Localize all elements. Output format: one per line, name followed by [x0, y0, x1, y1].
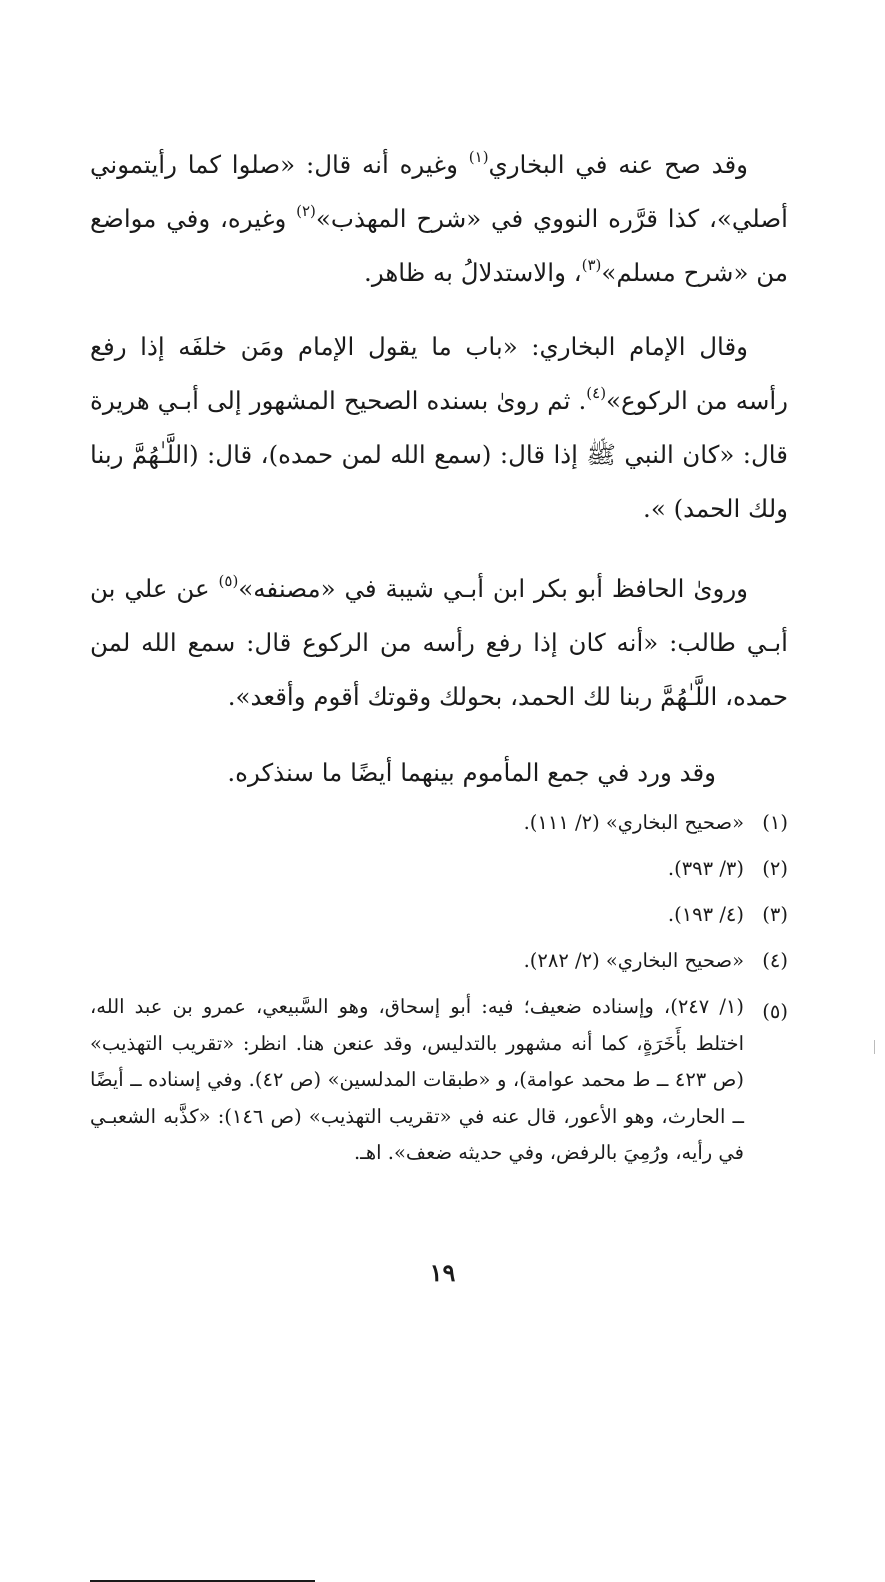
paragraph-4: [90, 746, 788, 800]
paragraph-text: وقد صح عنه في البخاري: [488, 150, 749, 179]
main-text: [90, 138, 788, 800]
footnote-marker-5[interactable]: (٥): [218, 572, 239, 590]
footnotes-section: [90, 800, 788, 1172]
paragraph-1: [90, 138, 788, 300]
paragraph-text: ، والاستدلالُ به ظاهر.: [364, 258, 582, 287]
footnote-2: [90, 846, 788, 892]
page-number: ١٩: [429, 1258, 456, 1287]
footnote-marker-3[interactable]: (٣): [581, 256, 602, 274]
paragraph-text: . ثم روىٰ بسنده الصحيح المشهور إلى أبـي هريرة قال: «كان النبي ﷺ إذا قال: (سمع الله لمن حمده)، قال: (اللَّـٰهُمَّ ربنا ولك الحمد) ».: [90, 386, 788, 523]
footnote-text: «صحيح البخاري» (٢/ ٢٨٢).: [523, 949, 744, 972]
footnote-3: [90, 892, 788, 938]
paragraph-text: وروىٰ الحافظ أبو بكر ابن أبـي شيبة في «مصنفه»: [238, 574, 748, 603]
footnote-marker-2[interactable]: (٢): [296, 202, 316, 220]
footnote-5: [90, 989, 788, 1172]
paragraph-text: وغيره أنه قال: «صلوا كما رأيتموني أصلي»، كذا قرَّره النووي في «شرح المهذب»: [90, 150, 788, 233]
footnote-text: (٤/ ١٩٣).: [667, 903, 744, 926]
footnote-text: «صحيح البخاري» (٢/ ١١١).: [523, 811, 744, 834]
footnote-text: (١/ ٢٤٧)، وإسناده ضعيف؛ فيه: أبو إسحاق، وهو السَّبيعي، عمرو بن عبد الله، اختلط بأَخَرَةٍ، كما أنه مشهور بالتدليس، وقد عنعن هنا. انظر: «تقريب التهذيب» (ص ٤٢٣ ــ ط محمد عوامة)، و «طبقات المدلسين» (ص ٤٢). وفي إسناده ــ أيضًا ــ الحارث، وهو الأعور، قال عنه في «تقريب التهذيب» (ص ١٤٦): «كذَّبه الشعبـي في رأيه، ورُمِيَ بالرفض، وفي حديثه ضعف». اهـ.: [90, 995, 745, 1164]
paragraph-text: وقال الإمام البخاري: «باب ما يقول الإمام ومَن خلفَه إذا رفع رأسه من الركوع»: [90, 332, 788, 415]
footnote-text: (٣/ ٣٩٣).: [667, 857, 744, 880]
footnote-marker-4[interactable]: (٤): [586, 384, 607, 402]
footnote-marker-1[interactable]: (١): [468, 148, 489, 166]
footnote-number: (٢): [762, 857, 788, 880]
paragraph-text: وقد ورد في جمع المأموم بينهما أيضًا ما سنذكره.: [227, 758, 716, 787]
footnote-4: [90, 938, 788, 984]
paragraph-text: عن علي بن أبـي طالب: «أنه كان إذا رفع رأسه من الركوع قال: سمع الله لمن حمده، اللَّـٰهُمَّ ربنا لك الحمد، بحولك وقوتك أقوم وأقعد».: [90, 574, 788, 711]
margin-mark: [874, 1040, 875, 1054]
footnote-1: [90, 800, 788, 846]
paragraph-2: [90, 320, 788, 536]
footnote-number: (٤): [762, 949, 788, 972]
paragraph-3: [90, 562, 788, 724]
footnote-number: (٣): [762, 903, 788, 926]
paragraph-text: وغيره، وفي مواضع من «شرح مسلم»: [90, 204, 788, 287]
footnote-number: (١): [762, 811, 788, 834]
footnote-number: (٥): [762, 1000, 788, 1023]
